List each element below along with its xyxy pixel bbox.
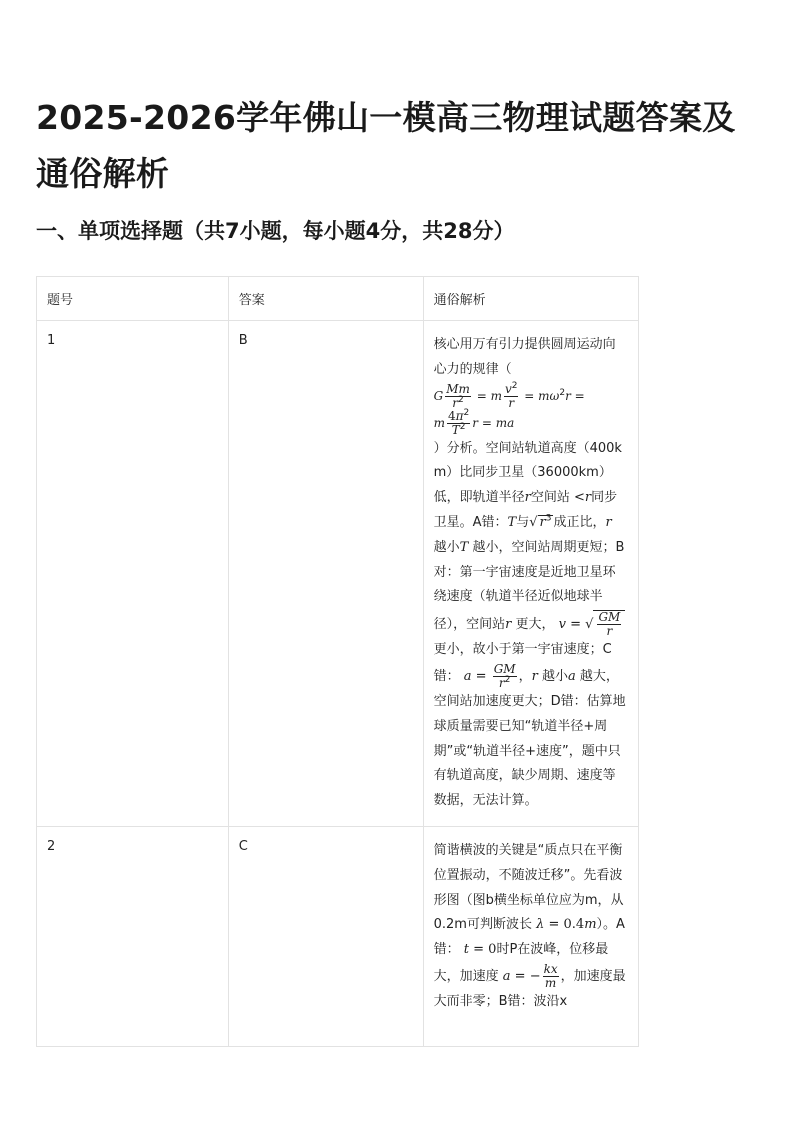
row-explanation: 简谐横波的关键是“质点只在平衡位置振动，不随波迁移”。先看波形图（图b横坐标单位应为m，从0.2m可判断波长 λ = 0.4m）。A错： t = 0时P在波峰，位移最大，加速度 a = − $\frac{kx}{m}$ ，加速度最大而非零；B错：波沿x xyxy=(423,826,638,1046)
exp-text: 同步卫星。A错： xyxy=(433,490,618,530)
exp-text: 成正比， xyxy=(553,514,606,530)
exp-text: 越小 xyxy=(433,539,460,555)
exp-text: ）。A错： xyxy=(433,917,625,958)
exp-text: 越小 xyxy=(541,668,568,684)
header-answer: 答案 xyxy=(228,277,423,321)
exp-text: 更小，故小于第一宇宙速度；C错： xyxy=(433,642,612,684)
table-header-row xyxy=(37,277,639,321)
table-row xyxy=(37,826,639,1046)
section-heading: 一、单项选择题（共7小题，每小题4分，共28分） xyxy=(36,219,515,243)
exp-text: ，加速度最大而非零；B错：波沿x xyxy=(433,968,626,1009)
table-row xyxy=(37,321,639,827)
header-explanation: 通俗解析 xyxy=(423,277,638,321)
answer-table xyxy=(36,276,639,1047)
formula-period: m $\frac{4\pi^2}{T^2}$ r = ma xyxy=(433,407,515,437)
exp-text: 更大， xyxy=(515,617,555,633)
exp-text: 简谐横波的关键是“质点只在平衡位置振动，不随波迁移”。先看波形图（图b横坐标单位应为m，从0.2m可判断波长 xyxy=(433,842,624,933)
exp-text: ）分析。空间站轨道高度（400km）比同步卫星（36000km）低，即轨道半径 xyxy=(433,440,622,506)
exp-text: 核心用万有引力提供圆周运动向心力的规律（ xyxy=(433,337,616,377)
exp-text: 越大，空间站加速度更大；D错：估算地球质量需要已知“轨道半径+周期”或“轨道半径+速度”，题中只有轨道高度，缺少周期、速度等数据，无法计算。 xyxy=(433,668,626,809)
header-number: 题号 xyxy=(37,277,229,321)
row-number: 1 xyxy=(37,321,229,827)
row-answer: B xyxy=(228,321,423,827)
row-answer: C xyxy=(228,826,423,1046)
page-title: 2025-2026学年佛山一模高三物理试题答案及通俗解析 xyxy=(36,98,736,193)
exp-text: 与 xyxy=(516,514,530,530)
exp-text: 越小，空间站周期更短；B对：第一宇宙速度是近地卫星环绕速度（轨道半径近似地球半径），空间站 xyxy=(433,539,625,633)
exp-text: 时P在波峰，位移最大，加速度 xyxy=(433,942,609,984)
row-number: 2 xyxy=(37,826,229,1046)
exp-text: 空间站 < xyxy=(530,490,585,506)
row-explanation: 核心用万有引力提供圆周运动向心力的规律（ G $\frac{Mm}{r^2}$ = m $\frac{v^2}{r}$ = $m\omega^2r$ = m $\frac{4\pi^2}{T^2}$ r = ma ）分析。空间站轨道高度（400km）比同步卫星（36000km）低，即轨道半径r空间站 <r同步卫星。A错：T与√ $r^3$ 成正比，r 越小T 越小，空间站周期更短；B对：第一宇宙速度是近地卫星环绕速度（轨道半径近似地球半径），空间站r 更大， v = √ $\frac{GM}{r}$ 更小，故小于第一宇宙速度；C错： a = $\frac{GM}{r^2}$ ，r 越小a 越大，空间站加速度更大；D错：估算地球质量需要已知“轨道半径+周期”或“轨道半径+速度”，题中只有轨道高度，缺少周期、速度等数据，无法计算。 xyxy=(423,321,638,827)
formula-gravity: G $\frac{Mm}{r^2}$ = m $\frac{v^2}{r}$ = $m\omega^2r$ = xyxy=(433,380,585,410)
exp-text: ， xyxy=(518,668,532,684)
